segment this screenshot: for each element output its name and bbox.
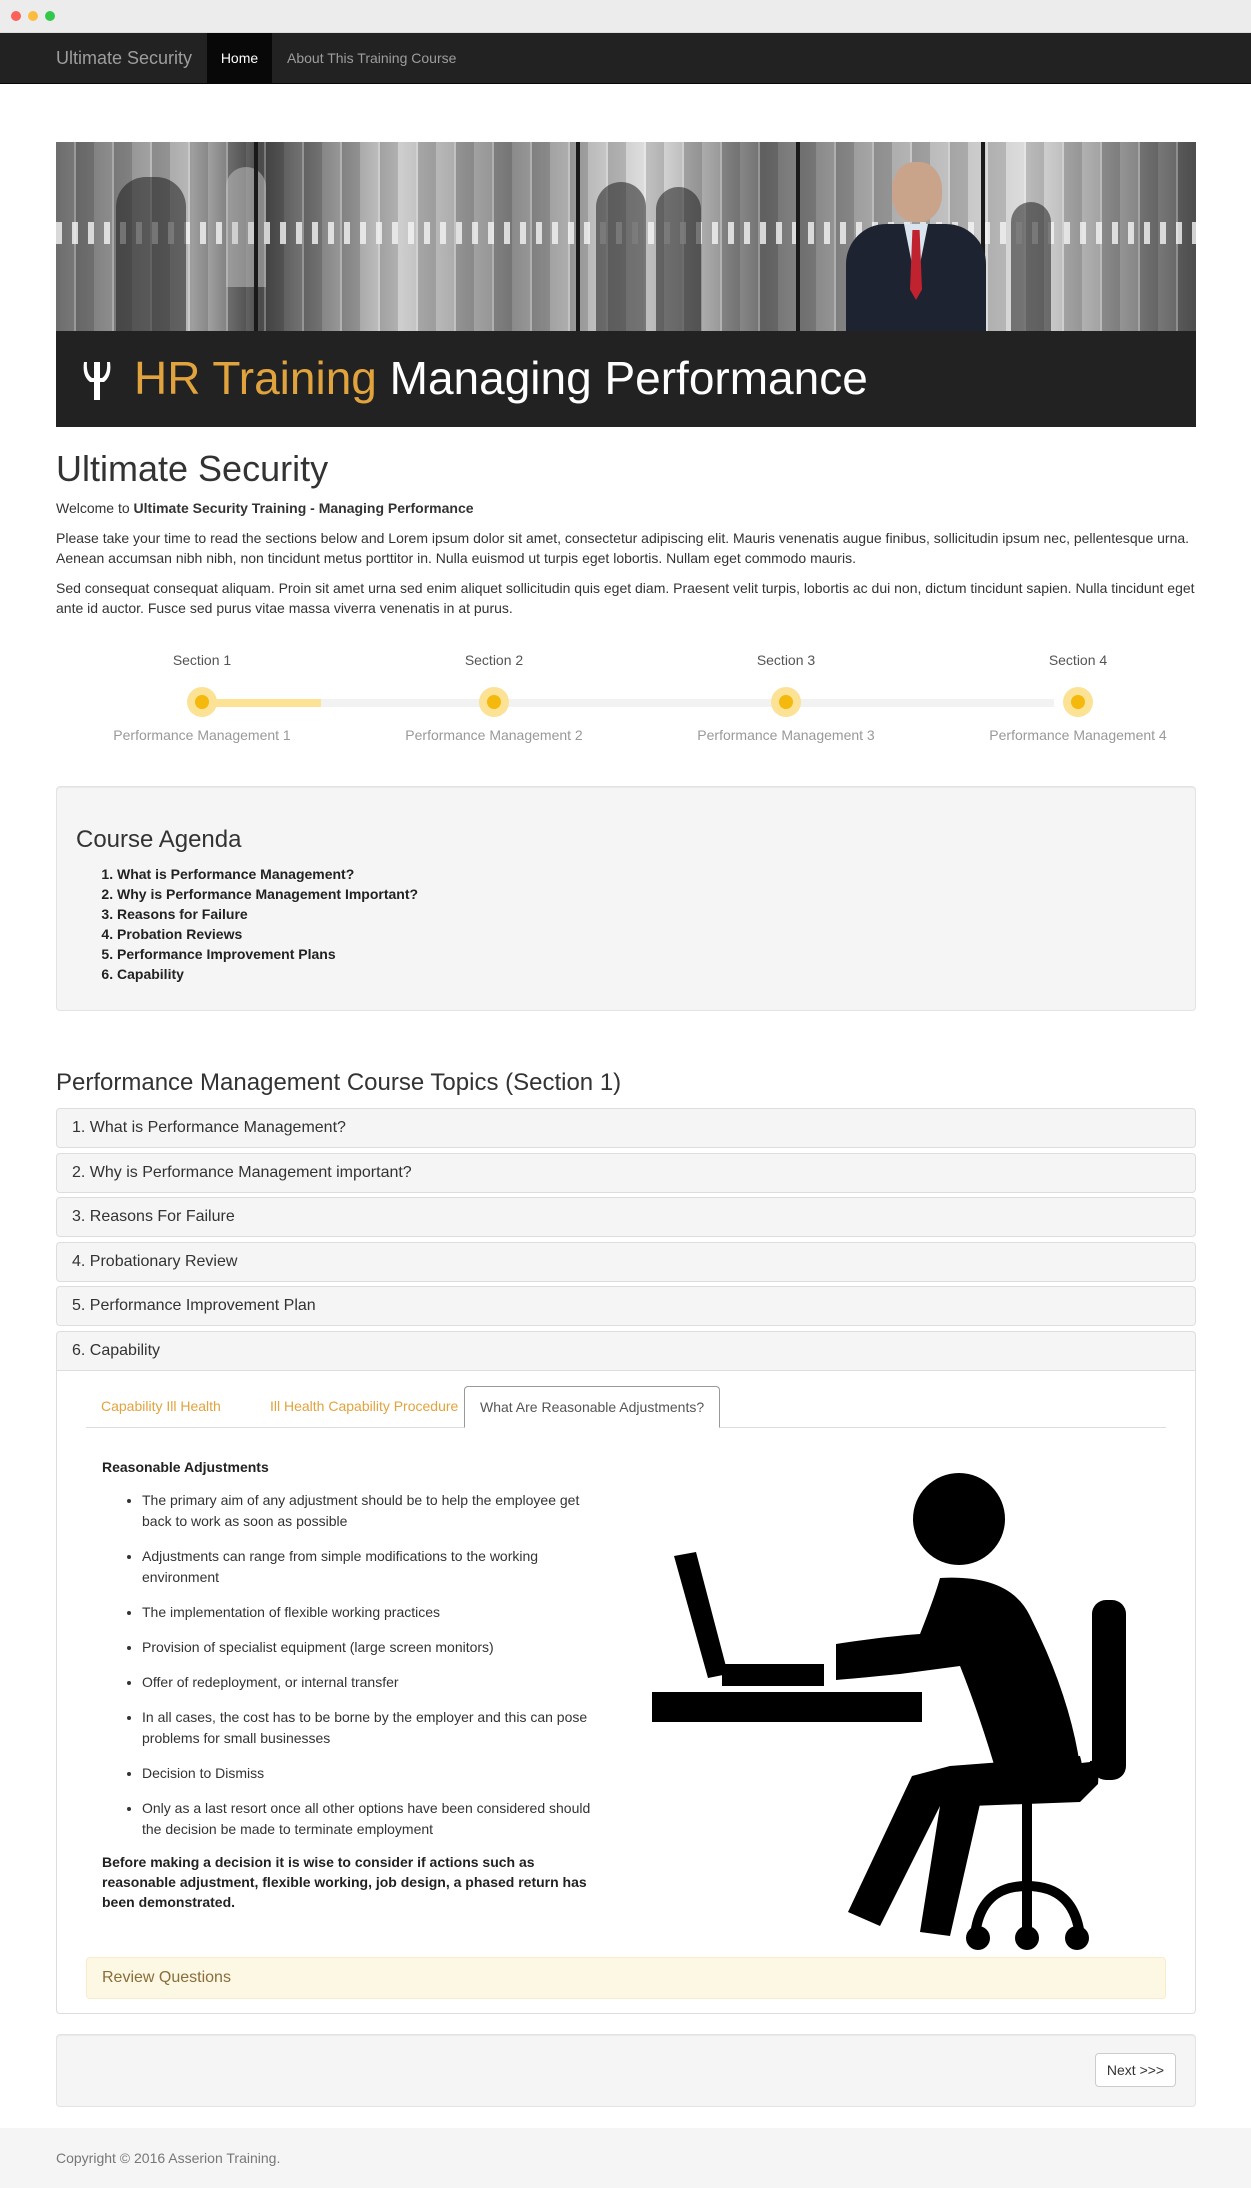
step-title: Section 2: [464, 652, 524, 668]
pager-well: [56, 2034, 1196, 2107]
welcome-text: Welcome to Ultimate Security Training - Managing Performance: [56, 500, 474, 516]
browser-chrome: [0, 0, 1251, 33]
agenda-item: 4. Probation Reviews: [117, 924, 418, 944]
reasonable-adjustments-note: Before making a decision it is wise to consider if actions such as reasonable adjustment, flexible working, job design, a phased return has been demonstrated.: [102, 1854, 587, 1910]
agenda-item: 2. Why is Performance Management Important?: [117, 884, 418, 904]
agenda-item: 6. Capability: [117, 964, 418, 984]
stepper-step-3[interactable]: [640, 650, 932, 743]
tab-ill-health-procedure[interactable]: Ill Health Capability Procedure: [270, 1398, 459, 1414]
trident-logo-icon: [80, 358, 114, 404]
step-title: Section 3: [756, 652, 816, 668]
banner-photo: [56, 142, 1196, 331]
agenda-list: [117, 864, 418, 984]
list-item: • In all cases, the cost has to be borne by the employer and this can pose problems for small businesses: [142, 1707, 607, 1749]
course-agenda: [56, 786, 1196, 1011]
stepper-step-2[interactable]: [348, 650, 640, 743]
list-item: • The primary aim of any adjustment should be to help the employee get back to work as soon as possible: [142, 1490, 607, 1532]
topics-heading: Performance Management Course Topics (Section 1): [56, 1069, 622, 1096]
welcome-course-name: Ultimate Security Training - Managing Performance: [133, 500, 474, 516]
agenda-item: 1. What is Performance Management?: [117, 864, 418, 884]
nav-about-link[interactable]: About This Training Course: [287, 50, 457, 66]
step-dot-icon[interactable]: [479, 687, 509, 717]
intro-paragraph-2: Sed consequat consequat aliquam. Proin sit amet urna sed enim aliquet sollicitudin quis eget diam. Praesent velit turpis, lobortis ac dui non, dictum tincidunt sapien. Nulla tincidunt eget ante id auctor. Fusce sed purus vitae massa viverra venenatis in at purus.: [56, 580, 1195, 616]
list-item: • Offer of redeployment, or internal transfer: [142, 1672, 607, 1693]
stepper-step-1[interactable]: [56, 650, 348, 743]
stepper-track: [199, 699, 1054, 707]
banner-title-accent: HR Training: [134, 352, 377, 404]
stepper-step-4[interactable]: [932, 650, 1224, 743]
step-dot-icon[interactable]: [187, 687, 217, 717]
step-subtitle: Performance Management 2: [405, 727, 583, 743]
step-title: Section 4: [1048, 652, 1108, 668]
section-stepper: [56, 650, 1196, 750]
accordion-panel-5[interactable]: 5. Performance Improvement Plan: [56, 1286, 1196, 1326]
page-footer: [0, 2128, 1251, 2188]
copyright-text: Copyright © 2016 Asserion Training.: [56, 2150, 281, 2166]
banner-title: [134, 347, 868, 409]
window-maximize-dot[interactable]: [45, 11, 55, 21]
window-close-dot[interactable]: [11, 11, 21, 21]
step-dot-icon[interactable]: [771, 687, 801, 717]
accordion-panel-1[interactable]: 1. What is Performance Management?: [56, 1108, 1196, 1148]
reasonable-adjustments-title: Reasonable Adjustments: [102, 1459, 269, 1475]
step-dot-icon[interactable]: [1063, 687, 1093, 717]
reasonable-adjustments-list: [142, 1490, 607, 1854]
step-subtitle: Performance Management 3: [697, 727, 875, 743]
hero-banner: [56, 142, 1196, 427]
page-title: Ultimate Security: [56, 448, 329, 489]
accordion-panel-6[interactable]: 6. Capability: [56, 1331, 1196, 1371]
accordion-panel-4[interactable]: 4. Probationary Review: [56, 1242, 1196, 1282]
banner-businessman-image: [846, 162, 986, 331]
accordion-panel-3[interactable]: 3. Reasons For Failure: [56, 1197, 1196, 1237]
accordion-panel-2[interactable]: 2. Why is Performance Management important?: [56, 1153, 1196, 1193]
list-item: • Adjustments can range from simple modifications to the working environment: [142, 1546, 607, 1588]
list-item: • The implementation of flexible working practices: [142, 1602, 607, 1623]
top-navbar: [0, 33, 1251, 84]
review-questions-panel[interactable]: Review Questions: [86, 1957, 1166, 1999]
next-button[interactable]: Next >>>: [1095, 2053, 1176, 2087]
list-item: • Provision of specialist equipment (large screen monitors): [142, 1637, 607, 1658]
intro-paragraph-1: Please take your time to read the sections below and Lorem ipsum dolor sit amet, consectetur adipiscing elit. Mauris venenatis augue finibus, sollicitudin ipsum nec, pellentesque urna. Aenean accumsan nibh nibh, non tincidunt metus porttitor in. Nulla euismod ut turpis eget lobortis. Nullam eget commodo mauris.: [56, 530, 1190, 566]
person-at-desk-icon: [650, 1466, 1130, 1952]
step-subtitle: Performance Management 4: [989, 727, 1167, 743]
agenda-item: 5. Performance Improvement Plans: [117, 944, 418, 964]
step-title: Section 1: [172, 652, 232, 668]
banner-title-main: Managing Performance: [389, 352, 868, 404]
tab-reasonable-adjustments[interactable]: What Are Reasonable Adjustments?: [464, 1386, 720, 1428]
step-subtitle: Performance Management 1: [113, 727, 291, 743]
navbar-brand[interactable]: Ultimate Security: [56, 48, 193, 68]
list-item: • Only as a last resort once all other options have been considered should the decision be made to terminate employment: [142, 1798, 607, 1840]
nav-home-link[interactable]: Home: [207, 33, 272, 83]
list-item: • Decision to Dismiss: [142, 1763, 607, 1784]
agenda-heading: Course Agenda: [76, 826, 242, 853]
capability-tabs: [86, 1386, 1166, 1428]
window-minimize-dot[interactable]: [28, 11, 38, 21]
agenda-item: 3. Reasons for Failure: [117, 904, 418, 924]
tab-capability-ill-health[interactable]: Capability Ill Health: [101, 1398, 221, 1414]
